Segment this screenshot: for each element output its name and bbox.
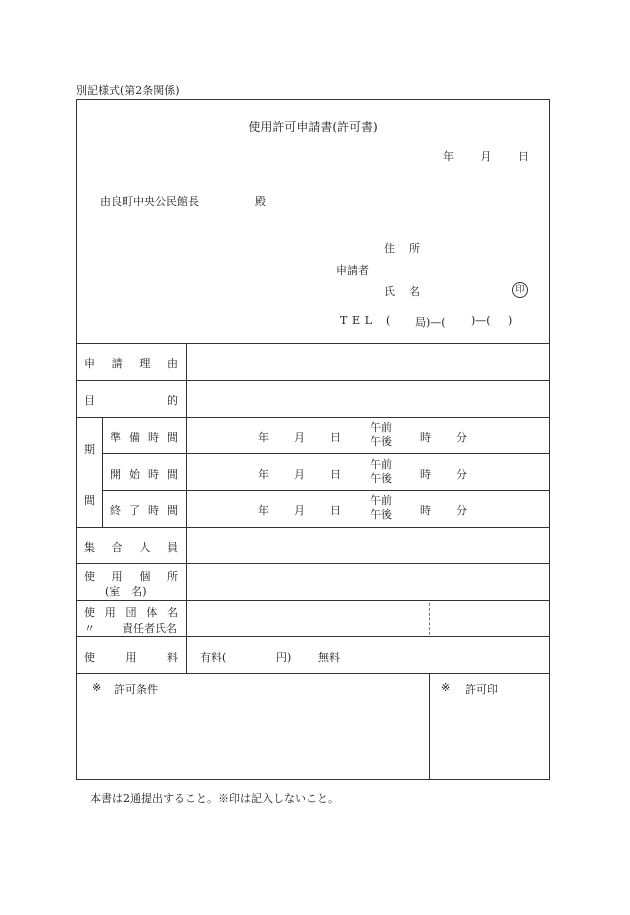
end-ampm: 午前 午後 bbox=[370, 494, 392, 521]
row-label-start: 開 始 時 間 bbox=[110, 468, 178, 481]
prep-hour: 時 bbox=[420, 431, 431, 444]
addressee-honorific: 殿 bbox=[255, 195, 266, 208]
permit-seal-mark: ※ bbox=[441, 681, 451, 694]
seal-mark-icon: 印 bbox=[512, 282, 528, 298]
start-hour: 時 bbox=[420, 468, 431, 481]
address-label: 住 所 bbox=[384, 242, 420, 255]
people-field[interactable] bbox=[187, 528, 549, 562]
end-month: 月 bbox=[294, 504, 305, 517]
addressee-name: 由良町中央公民館長 bbox=[100, 195, 199, 208]
conditions-label: 許可条件 bbox=[114, 683, 158, 696]
form-label: 別記様式(第2条関係) bbox=[76, 84, 180, 97]
tel-paren-4: ) bbox=[508, 314, 513, 327]
responsible-name-field[interactable] bbox=[431, 601, 549, 635]
row-label-prep: 準 備 時 間 bbox=[110, 431, 178, 444]
start-month: 月 bbox=[294, 468, 305, 481]
tel-paren-1: ( bbox=[386, 314, 391, 327]
row-label-purpose: 目 的 bbox=[84, 394, 178, 407]
row-label-group: 使 用 団 体 名 bbox=[84, 606, 178, 619]
group-name-field[interactable] bbox=[187, 601, 428, 635]
row-label-responsible: 責任者氏名 bbox=[122, 622, 177, 635]
date-line bbox=[443, 148, 529, 164]
prep-ampm: 午前 午後 bbox=[370, 421, 392, 448]
row-label-fee: 使 用 料 bbox=[84, 651, 178, 664]
divider bbox=[76, 673, 550, 674]
period-label-bottom: 間 bbox=[84, 494, 95, 507]
row-label-place: 使 用 個 所 bbox=[84, 570, 178, 583]
purpose-field[interactable] bbox=[187, 381, 549, 416]
tel-label: T E L bbox=[340, 314, 372, 327]
row-label-reason: 申 請 理 由 bbox=[84, 357, 178, 370]
end-minute: 分 bbox=[456, 504, 467, 517]
applicant-label: 申請者 bbox=[336, 264, 369, 277]
row-label-people: 集 合 人 員 bbox=[84, 541, 178, 554]
fee-paid: 有料( bbox=[200, 651, 227, 664]
reason-field[interactable] bbox=[187, 344, 549, 379]
row-label-place-sub: (室 名) bbox=[105, 585, 147, 598]
permit-seal-label: 許可印 bbox=[465, 683, 498, 696]
name-label: 氏 名 bbox=[384, 285, 420, 298]
start-ampm: 午前 午後 bbox=[370, 458, 392, 485]
place-field[interactable] bbox=[187, 564, 549, 599]
prep-minute: 分 bbox=[456, 431, 467, 444]
fee-free: 無料 bbox=[318, 651, 340, 664]
period-label-top: 期 bbox=[84, 443, 95, 456]
period-column-line bbox=[102, 417, 103, 527]
prep-day: 日 bbox=[330, 431, 341, 444]
end-day: 日 bbox=[330, 504, 341, 517]
divider bbox=[76, 636, 550, 637]
start-minute: 分 bbox=[456, 468, 467, 481]
row-label-end: 終 了 時 間 bbox=[110, 504, 178, 517]
date-month: 月 bbox=[480, 150, 492, 163]
tel-paren-3: )—( bbox=[471, 314, 491, 327]
divider bbox=[76, 417, 550, 418]
footnote: 本書は2通提出すること。※印は記入しないこと。 bbox=[90, 792, 339, 805]
prep-year: 年 bbox=[258, 431, 269, 444]
permit-column-line bbox=[429, 673, 430, 780]
ditto-mark: 〃 bbox=[84, 622, 95, 635]
date-year: 年 bbox=[443, 150, 454, 163]
end-hour: 時 bbox=[420, 504, 431, 517]
prep-month: 月 bbox=[294, 431, 305, 444]
end-year: 年 bbox=[258, 504, 269, 517]
dashed-separator bbox=[429, 603, 430, 635]
fee-yen: 円) bbox=[276, 651, 292, 664]
start-year: 年 bbox=[258, 468, 269, 481]
divider bbox=[102, 490, 550, 491]
divider bbox=[102, 453, 550, 454]
form-title: 使用許可申請書(許可書) bbox=[248, 120, 378, 134]
conditions-mark: ※ bbox=[92, 681, 102, 694]
date-day: 日 bbox=[518, 150, 529, 163]
start-day: 日 bbox=[330, 468, 341, 481]
tel-paren-2: 局)—( bbox=[415, 316, 446, 329]
